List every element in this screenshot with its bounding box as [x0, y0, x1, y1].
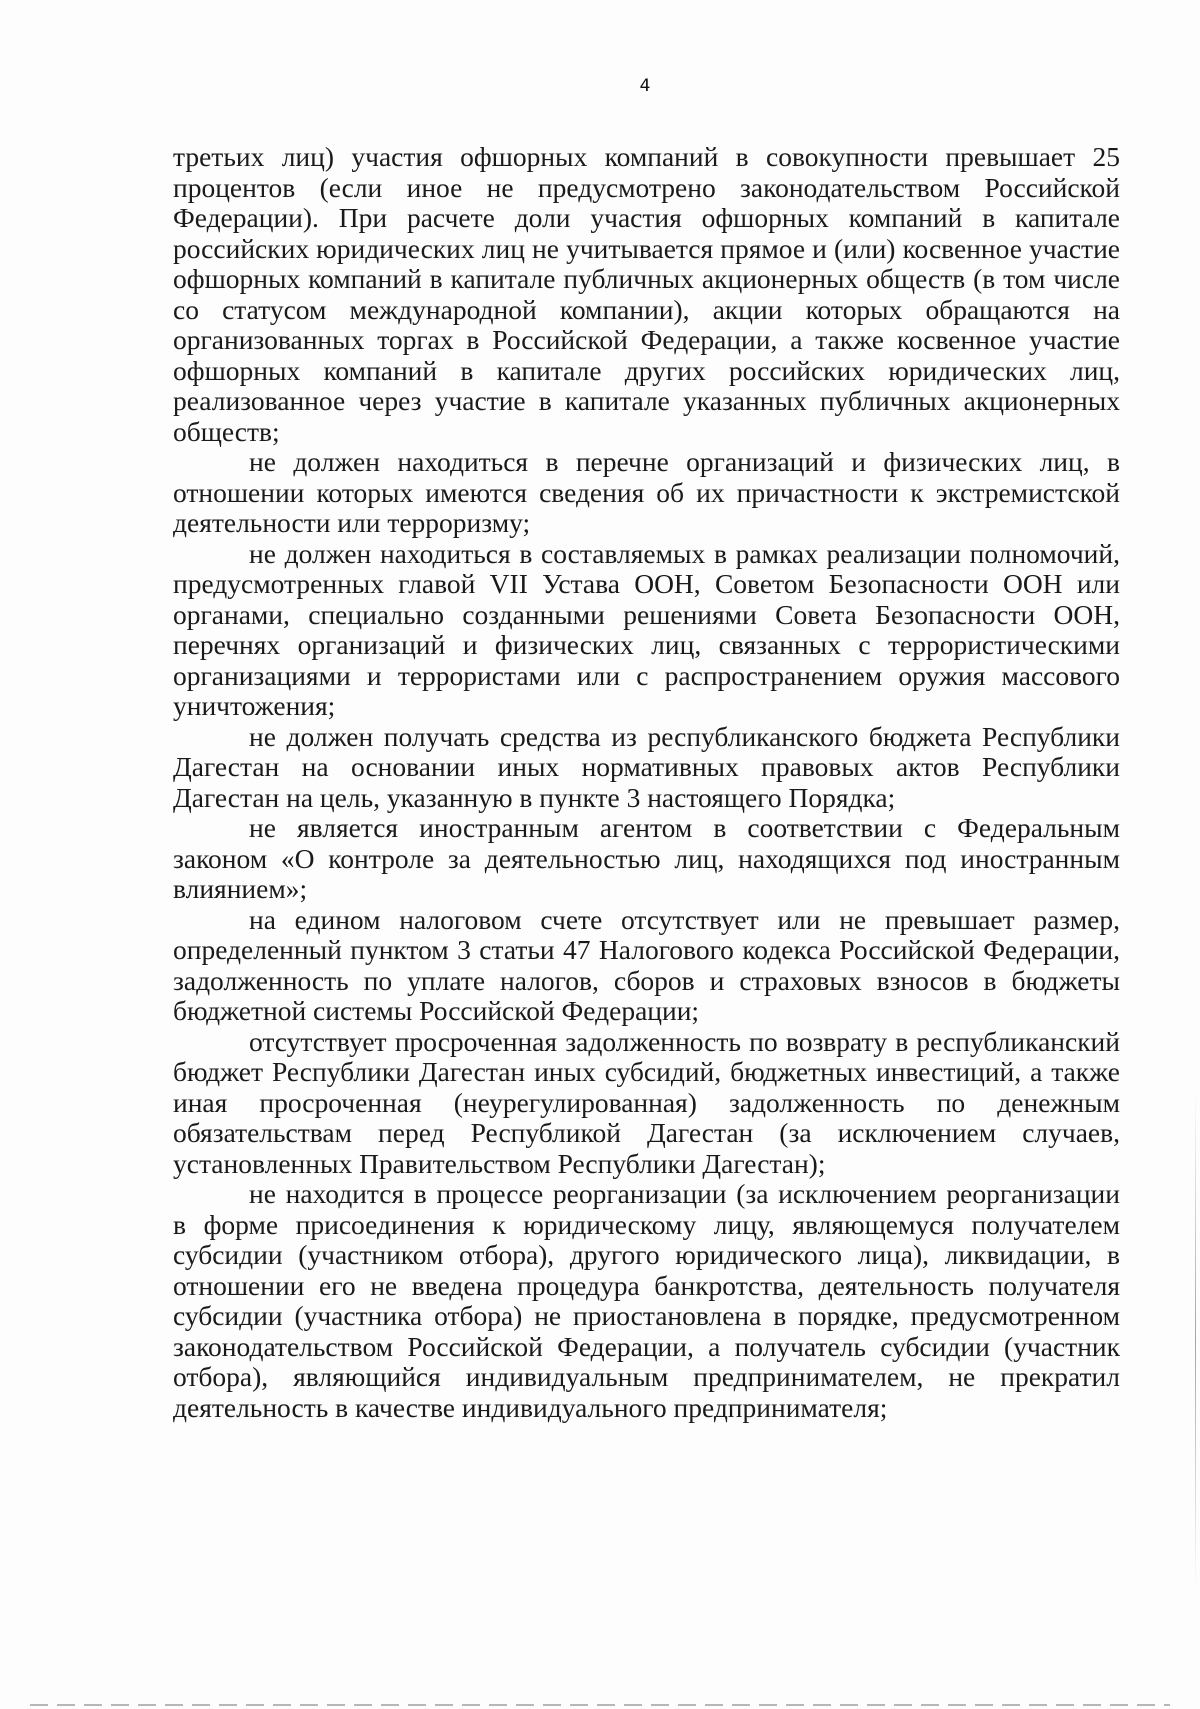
paragraph-offshore-participation: третьих лиц) участия офшорных компаний в совокупности превышает 25 процентов (если иное не предусмотрено законодательством Российской Федерации). При расчете доли участия офшорных компаний в капитале российских юридических лиц не учитывается прямое и (или) косвенное участие офшорных компаний в капитале публичных акционерных обществ (в том числе со статусом международной компании), акции которых обращаются на организованных торгах в Российской Федерации, а также косвенное участие офшорных компаний в капитале других российских юридических лиц, реализованное через участие в капитале указанных публичных акционерных обществ; — [173, 141, 1120, 447]
paragraph-republican-budget-funds: не должен получать средства из республиканского бюджета Республики Дагестан на основании иных нормативных правовых актов Республики Дагестан на цель, указанную в пункте 3 настоящего Порядка; — [173, 720, 1120, 813]
paragraph-foreign-agent: не является иностранным агентом в соответствии с Федеральным законом «О контроле за деятельностью лиц, находящихся под иностранным влиянием»; — [173, 812, 1120, 904]
document-body — [173, 142, 1120, 1423]
page-number: 4 — [639, 76, 651, 96]
paragraph-un-security-council-lists: не должен находиться в составляемых в рамках реализации полномочий, предусмотренных главой VII Устава ООН, Советом Безопасности ООН или органами, специально созданными решениями Совета Безопасности ООН, перечнях организаций и физических лиц, связанных с террористическими организациями и террористами или с распространением оружия массового уничтожения; — [173, 537, 1120, 721]
paragraph-reorganization: не находится в процессе реорганизации (за исключением реорганизации в форме присоединения к юридическому лицу, являющемуся получателем субсидии (участником отбора), другого юридического лица), ликвидации, в отношении его не введена процедура банкротства, деятельность получателя субсидии (участника отбора) не приостановлена в порядке, предусмотренном законодательством Российской Федерации, а получатель субсидии (участник отбора), являющийся индивидуальным предпринимателем, не прекратил деятельность в качестве индивидуального предпринимателя; — [173, 1178, 1120, 1423]
scan-bottom-line — [30, 1704, 1170, 1706]
scan-edge-line — [1195, 1090, 1196, 1590]
paragraph-overdue-debt: отсутствует просроченная задолженность по возврату в республиканский бюджет Республики Дагестан иных субсидий, бюджетных инвестиций, а также иная просроченная (неурегулированная) задолженность по денежным обязательствам перед Республикой Дагестан (за исключением случаев, установленных Правительством Республики Дагестан); — [173, 1025, 1120, 1179]
paragraph-tax-account: на едином налоговом счете отсутствует или не превышает размер, определенный пунктом 3 статьи 47 Налогового кодекса Российской Федерации, задолженность по уплате налогов, сборов и страховых взносов в бюджеты бюджетной системы Российской Федерации; — [173, 903, 1120, 1026]
paragraph-extremism-list: не должен находиться в перечне организаций и физических лиц, в отношении которых имеются сведения об их причастности к экстремистской деятельности или терроризму; — [173, 446, 1120, 538]
